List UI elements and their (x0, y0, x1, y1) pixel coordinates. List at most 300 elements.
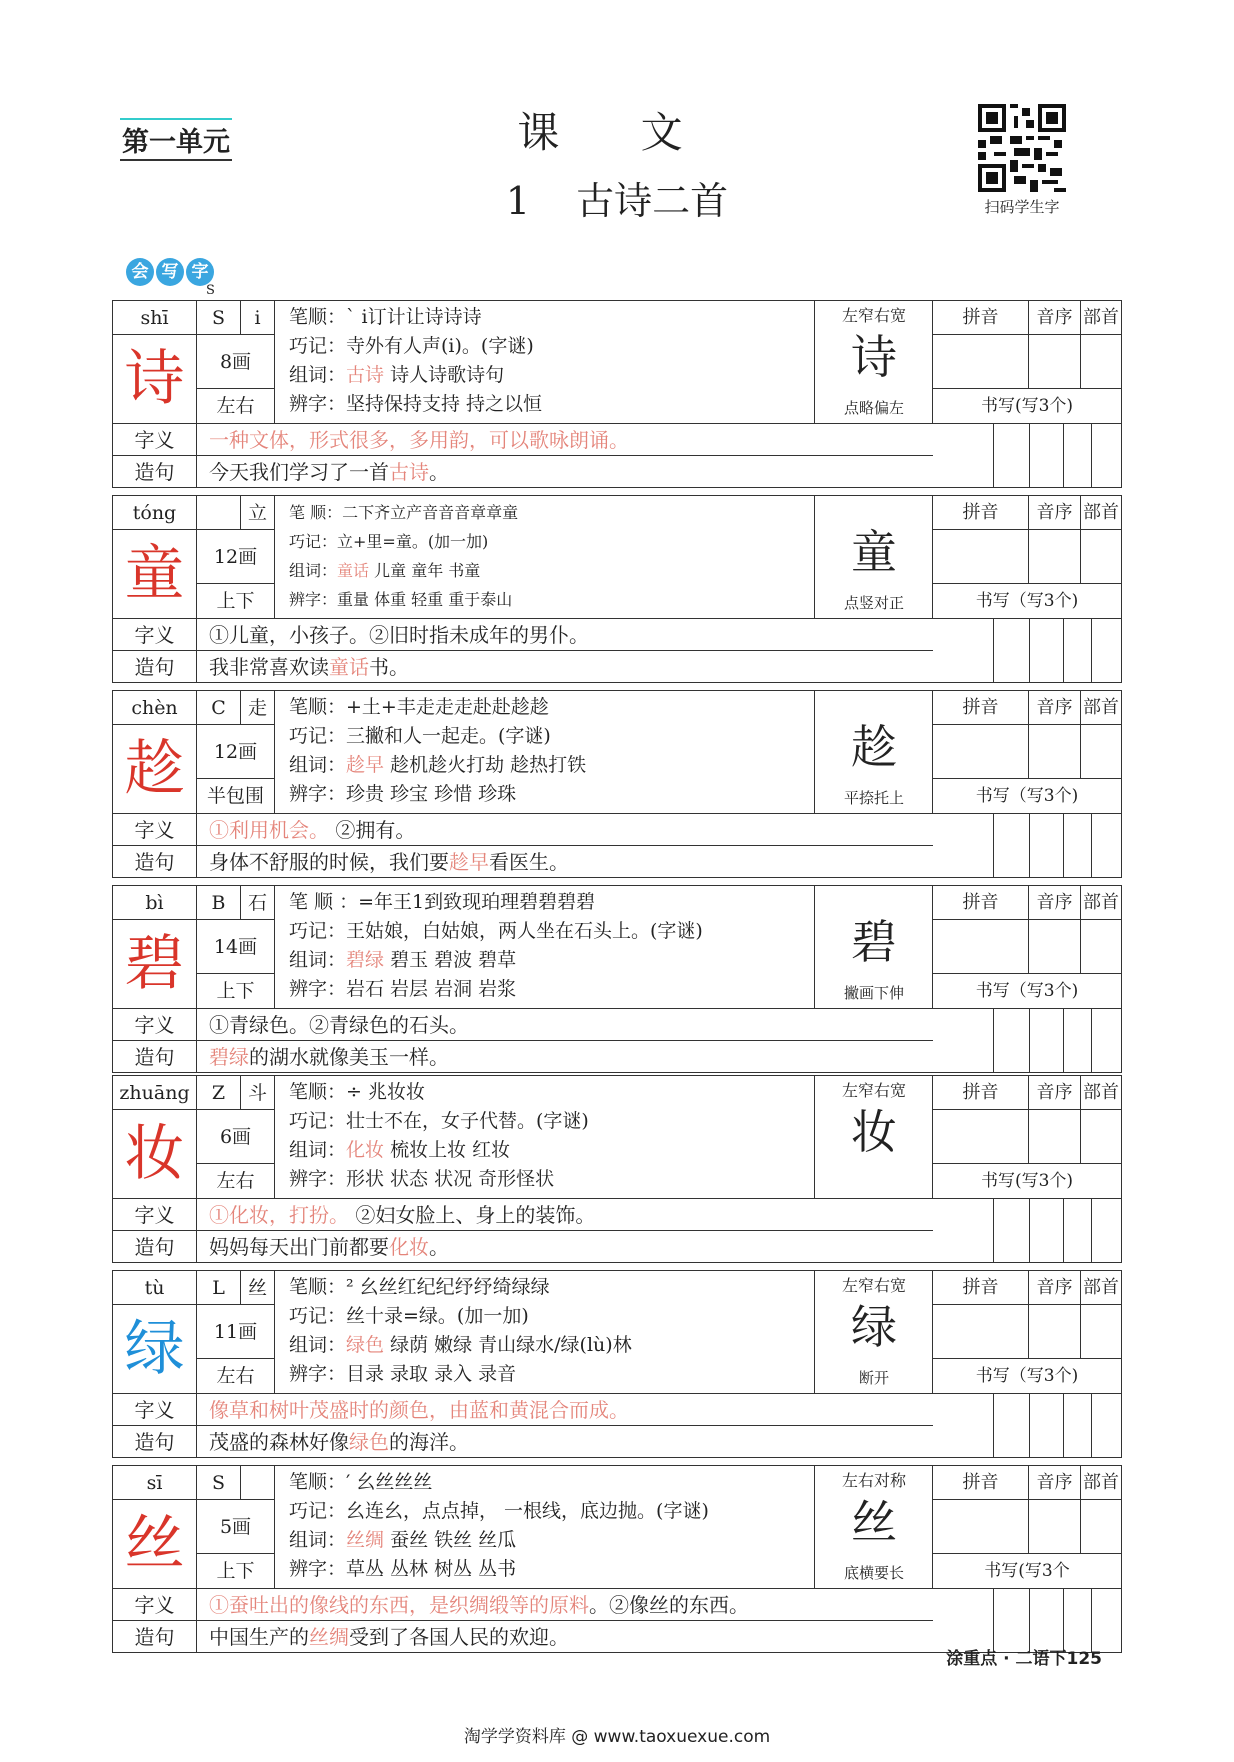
char-glyph: 诗 (113, 335, 197, 423)
similar-chars: 辨字：重量 体重 轻重 重于泰山 (289, 590, 513, 609)
radical-answer-box[interactable] (1081, 1500, 1121, 1554)
char-details (275, 886, 815, 1008)
write-label: 书写（写3个) (933, 974, 1121, 1009)
grid-line (1029, 1009, 1030, 1073)
word-group-highlight: 趁早 (346, 754, 385, 776)
char-structure: 左右 (197, 1164, 275, 1198)
sentence-text (209, 1041, 449, 1073)
radical-box-label: 部首 (1081, 301, 1121, 335)
pinyin-answer-box[interactable] (933, 1305, 1029, 1359)
pinyin-answer-box[interactable] (933, 1110, 1029, 1164)
meaning-row (113, 1588, 933, 1620)
meaning-label: 字义 (113, 1199, 197, 1231)
practice-grid[interactable] (933, 1076, 1121, 1198)
grid-line (993, 1199, 994, 1263)
sentence-rest: 受到了各国人民的欢迎。 (349, 1625, 569, 1649)
write-label: 书写(写3个 (933, 1554, 1121, 1589)
radical-box-label: 部首 (1081, 1076, 1121, 1110)
char-order-letter: L (197, 1271, 241, 1305)
sentence-text (209, 1231, 449, 1263)
char-stroke-count: 12画 (197, 725, 275, 779)
sentence-row (113, 1620, 933, 1652)
pinyin-box-label: 拼音 (933, 1271, 1029, 1305)
page-title: 课 文 (517, 108, 717, 157)
demo-char: 童 (851, 525, 897, 579)
demo-char: 诗 (851, 330, 897, 384)
radical-box-label: 部首 (1081, 691, 1121, 725)
char-radical: 走 (241, 691, 275, 725)
meaning-text (209, 619, 589, 651)
word-group-highlight: 化妆 (346, 1139, 385, 1161)
sentence-text (209, 1621, 569, 1653)
order-answer-box[interactable] (1029, 1110, 1081, 1164)
grid-line (1091, 1394, 1092, 1458)
grid-line (1063, 619, 1064, 683)
meaning-row (113, 618, 933, 650)
order-box-label: 音序 (1029, 1271, 1081, 1305)
sentence-row (113, 1040, 933, 1072)
grid-line (1091, 814, 1092, 878)
memory-tip: 巧记：王姑娘，白姑娘，两人坐在石头上。(字谜) (289, 920, 703, 942)
meaning-label: 字义 (113, 1394, 197, 1426)
sentence-label: 造句 (113, 1426, 197, 1458)
demo-char: 趁 (851, 720, 897, 774)
char-radical: i (241, 301, 275, 335)
char-structure: 上下 (197, 974, 275, 1008)
order-box-label: 音序 (1029, 496, 1081, 530)
qr-code-icon[interactable] (978, 104, 1066, 192)
char-details (275, 496, 815, 618)
similar-chars: 辨字：目录 录取 录入 录音 (289, 1363, 517, 1385)
char-pinyin: tóng (113, 496, 197, 530)
badge-char: 写 (156, 258, 184, 286)
qr-caption: 扫码学生字 (984, 198, 1060, 216)
order-box-label: 音序 (1029, 301, 1081, 335)
word-group-rest: 碧玉 碧波 碧草 (384, 949, 517, 971)
char-glyph: 丝 (113, 1500, 197, 1588)
meaning-row (113, 1198, 933, 1230)
demo-tip-top: 左窄右宽 (841, 1081, 906, 1100)
radical-answer-box[interactable] (1081, 335, 1121, 389)
grid-line (1063, 814, 1064, 878)
sentence-rest: 的海洋。 (389, 1430, 469, 1454)
char-details (275, 1466, 815, 1588)
radical-box-label: 部首 (1081, 1466, 1121, 1500)
radical-box-label: 部首 (1081, 1271, 1121, 1305)
memory-tip: 巧记：丝十录=绿。(加一加) (289, 1305, 529, 1327)
character-card (112, 885, 1122, 1073)
demo-char: 丝 (851, 1495, 897, 1549)
similar-chars: 辨字：珍贵 珍宝 珍惜 珍珠 (289, 783, 517, 805)
grid-line (993, 1394, 994, 1458)
char-radical (241, 1466, 275, 1500)
lesson-name: 古诗二首 (576, 179, 729, 223)
grid-line (1029, 1199, 1030, 1263)
demo-tip-top: 左窄右宽 (841, 306, 906, 325)
meaning-text (209, 424, 629, 456)
radical-answer-box[interactable] (1081, 1305, 1121, 1359)
meaning-text (209, 814, 415, 846)
similar-chars: 辨字：坚持保持支持 持之以恒 (289, 393, 543, 415)
char-order-letter: S (197, 301, 241, 335)
memory-tip: 巧记：寺外有人声(i)。(字谜) (289, 335, 534, 357)
meaning-label: 字义 (113, 619, 197, 651)
demo-tip-bottom: 点略偏左 (843, 399, 904, 417)
grid-line (1091, 1199, 1092, 1263)
order-answer-box[interactable] (1029, 1305, 1081, 1359)
pinyin-box-label: 拼音 (933, 496, 1029, 530)
char-pinyin: bì (113, 886, 197, 920)
practice-grid[interactable] (933, 691, 1121, 813)
pinyin-answer-box[interactable] (933, 920, 1029, 974)
word-group (289, 1331, 814, 1360)
order-answer-box[interactable] (1029, 530, 1081, 584)
meaning-pre: ①儿童，小孩子。②旧时指未成年的男仆。 (209, 623, 589, 647)
sentence-pre: 我非常喜欢读 (209, 655, 329, 679)
sentence-pre: 妈妈每天出门前都要 (209, 1235, 389, 1259)
similar-chars: 辨字：形状 状态 状况 奇形怪状 (289, 1168, 555, 1190)
word-group-label: 组词： (289, 561, 338, 580)
sentence-row (113, 1425, 933, 1457)
write-label: 书写（写3个) (933, 779, 1121, 814)
lesson-number: 1 (505, 179, 531, 223)
meaning-row (113, 423, 933, 455)
meaning-row (113, 1393, 933, 1425)
demo-tip-top: 左窄右宽 (841, 1276, 906, 1295)
char-radical: 立 (241, 496, 275, 530)
order-answer-box[interactable] (1029, 335, 1081, 389)
character-card (112, 1270, 1122, 1458)
order-box-label: 音序 (1029, 691, 1081, 725)
sentence-text (209, 651, 409, 683)
word-group-label: 组词： (289, 1334, 347, 1356)
meaning-rest: ②拥有。 (329, 818, 416, 842)
sentence-highlight: 绿色 (349, 1430, 389, 1454)
sentence-row (113, 1230, 933, 1262)
sentence-row (113, 845, 933, 877)
memory-tip: 巧记：三撇和人一起走。(字谜) (289, 725, 551, 747)
order-box-label: 音序 (1029, 1076, 1081, 1110)
sentence-highlight: 古诗 (389, 460, 429, 484)
meaning-row (113, 1008, 933, 1040)
meaning-text (209, 1394, 629, 1426)
practice-grid[interactable] (933, 886, 1121, 1008)
writing-demo (815, 1271, 933, 1393)
writing-demo (815, 301, 933, 423)
word-group (289, 946, 814, 975)
sentence-pre: 身体不舒服的时候，我们要 (209, 850, 449, 874)
grid-line (1029, 814, 1030, 878)
sentence-row (113, 455, 933, 487)
pinyin-answer-box[interactable] (933, 335, 1029, 389)
grid-line (1063, 1394, 1064, 1458)
sentence-pre: 今天我们学习了一首 (209, 460, 389, 484)
word-group (289, 1526, 814, 1555)
radical-answer-box[interactable] (1081, 1110, 1121, 1164)
meaning-highlight: ①化妆，打扮。 (209, 1203, 349, 1227)
char-structure: 上下 (197, 1554, 275, 1588)
meaning-text (209, 1589, 749, 1621)
sentence-highlight: 化妆 (389, 1235, 429, 1259)
meaning-highlight: ①蚕吐出的像线的东西，是织绸缎等的原料 (209, 1593, 589, 1617)
char-details (275, 691, 815, 813)
char-pinyin: chèn (113, 691, 197, 725)
word-group-rest: 趁机趁火打劫 趁热打铁 (384, 754, 587, 776)
demo-char: 碧 (851, 915, 897, 969)
writing-boxes[interactable] (933, 1008, 1121, 1072)
char-structure: 半包围 (197, 779, 275, 813)
word-group (289, 556, 814, 585)
practice-grid[interactable] (933, 1466, 1121, 1588)
word-group-highlight: 碧绿 (346, 949, 385, 971)
meaning-text (209, 1199, 595, 1231)
practice-grid[interactable] (933, 496, 1121, 618)
demo-tip-bottom: 平捺托上 (843, 789, 904, 807)
char-order-letter: Z (197, 1076, 241, 1110)
word-group (289, 751, 814, 780)
pinyin-box-label: 拼音 (933, 1466, 1029, 1500)
grid-line (1063, 1009, 1064, 1073)
sentence-pre: 中国生产的 (209, 1625, 309, 1649)
radical-box-label: 部首 (1081, 496, 1121, 530)
writing-demo (815, 1466, 933, 1588)
char-structure: 上下 (197, 584, 275, 618)
stroke-order: 笔顺：` i订计让诗诗诗 (289, 306, 482, 328)
write-label: 书写(写3个) (933, 389, 1121, 424)
order-answer-box[interactable] (1029, 920, 1081, 974)
stroke-order: 笔 顺 ：=年王1到致现珀理碧碧碧碧 (289, 891, 596, 913)
char-stroke-count: 5画 (197, 1500, 275, 1554)
pinyin-answer-box[interactable] (933, 530, 1029, 584)
char-stroke-count: 14画 (197, 920, 275, 974)
page-footer: 涂重点 · 二语下125 (946, 1649, 1102, 1669)
write-label: 书写(写3个) (933, 1164, 1121, 1199)
similar-chars: 辨字：草丛 丛林 树丛 丛书 (289, 1558, 517, 1580)
meaning-label: 字义 (113, 1009, 197, 1041)
pinyin-box-label: 拼音 (933, 691, 1029, 725)
writing-demo (815, 886, 933, 1008)
grid-line (1029, 1394, 1030, 1458)
sentence-pre: 茂盛的森林好像 (209, 1430, 349, 1454)
char-pinyin: tù (113, 1271, 197, 1305)
writing-boxes[interactable] (933, 1198, 1121, 1262)
stroke-order: 笔顺：² 幺丝红纪纪纾纾绮绿绿 (289, 1276, 550, 1298)
word-group-label: 组词： (289, 1529, 347, 1551)
word-group-highlight: 童话 (337, 561, 370, 580)
memory-tip: 巧记：幺连幺，点点掉， 一根线，底边抛。(字谜) (289, 1500, 709, 1522)
memory-tip: 巧记：立+里=童。(加一加) (289, 532, 489, 551)
char-radical: 斗 (241, 1076, 275, 1110)
radical-answer-box[interactable] (1081, 725, 1121, 779)
grid-line (1091, 1009, 1092, 1073)
sentence-row (113, 650, 933, 682)
char-order-letter: C (197, 691, 241, 725)
char-pinyin: sī (113, 1466, 197, 1500)
word-group-rest: 诗人诗歌诗句 (384, 364, 505, 386)
meaning-label: 字义 (113, 814, 197, 846)
word-group-label: 组词： (289, 754, 347, 776)
grid-line (993, 1009, 994, 1073)
pinyin-answer-box[interactable] (933, 725, 1029, 779)
grid-line (1029, 619, 1030, 683)
sentence-rest: 。 (429, 1235, 449, 1259)
character-card (112, 300, 1122, 488)
grid-line (1063, 1199, 1064, 1263)
badge-s-mark: S (206, 283, 215, 298)
write-label: 书写（写3个) (933, 1359, 1121, 1394)
char-details (275, 1076, 815, 1198)
sentence-highlight: 趁早 (449, 850, 489, 874)
writing-boxes[interactable] (933, 423, 1121, 487)
writing-boxes[interactable] (933, 1588, 1121, 1652)
char-radical: 丝 (241, 1271, 275, 1305)
word-group-rest: 梳妆上妆 红妆 (384, 1139, 511, 1161)
grid-line (1091, 619, 1092, 683)
stroke-order: 笔顺：+土+丰走走走赴赴趁趁 (289, 696, 549, 718)
sentence-label: 造句 (113, 456, 197, 488)
char-details (275, 1271, 815, 1393)
radical-answer-box[interactable] (1081, 530, 1121, 584)
pinyin-answer-box[interactable] (933, 1500, 1029, 1554)
meaning-label: 字义 (113, 424, 197, 456)
meaning-highlight: 一种文体，形式很多，多用韵，可以歌咏朗诵。 (209, 428, 629, 452)
char-glyph: 碧 (113, 920, 197, 1008)
stroke-order: 笔 顺：二下齐立产音音音章章童 (289, 503, 519, 522)
char-stroke-count: 12画 (197, 530, 275, 584)
practice-grid[interactable] (933, 301, 1121, 423)
meaning-rest: ②妇女脸上、身上的装饰。 (349, 1203, 596, 1227)
stroke-order: 笔顺：′ 幺丝丝丝 (289, 1471, 433, 1493)
sentence-label: 造句 (113, 1621, 197, 1653)
pinyin-box-label: 拼音 (933, 1076, 1029, 1110)
memory-tip: 巧记：壮士不在，女子代替。(字谜) (289, 1110, 589, 1132)
sentence-text (209, 1426, 469, 1458)
char-glyph: 妆 (113, 1110, 197, 1198)
char-structure: 左右 (197, 389, 275, 423)
word-group-rest: 绿荫 嫩绿 青山绿水/绿(lù)林 (384, 1334, 632, 1356)
radical-answer-box[interactable] (1081, 920, 1121, 974)
meaning-highlight: ①利用机会。 (209, 818, 329, 842)
grid-line (993, 814, 994, 878)
order-box-label: 音序 (1029, 886, 1081, 920)
char-structure: 左右 (197, 1359, 275, 1393)
sentence-rest: 看医生。 (489, 850, 569, 874)
demo-tip-bottom: 断开 (858, 1369, 889, 1387)
demo-char: 绿 (851, 1300, 897, 1354)
char-order-letter (197, 496, 241, 530)
sentence-highlight: 碧绿 (209, 1045, 249, 1069)
meaning-text (209, 1009, 469, 1041)
demo-tip-bottom: 底横要长 (843, 1564, 904, 1582)
word-group-label: 组词： (289, 1139, 347, 1161)
similar-chars: 辨字：岩石 岩层 岩洞 岩浆 (289, 978, 517, 1000)
char-pinyin: shī (113, 301, 197, 335)
sentence-text (209, 456, 449, 488)
badge-char: 字 (186, 258, 214, 286)
demo-char: 妆 (851, 1105, 897, 1159)
grid-line (993, 619, 994, 683)
demo-tip-top: 左右对称 (841, 1471, 906, 1490)
grid-line (993, 424, 994, 488)
word-group-highlight: 古诗 (346, 364, 385, 386)
writing-demo (815, 496, 933, 618)
char-stroke-count: 11画 (197, 1305, 275, 1359)
grid-line (1063, 424, 1064, 488)
meaning-highlight: 像草和树叶茂盛时的颜色，由蓝和黄混合而成。 (209, 1398, 629, 1422)
stroke-order: 笔顺：÷ 兆妆妆 (289, 1081, 425, 1103)
word-group-highlight: 绿色 (346, 1334, 385, 1356)
meaning-pre: ①青绿色。②青绿色的石头。 (209, 1013, 469, 1037)
meaning-row (113, 813, 933, 845)
writing-boxes[interactable] (933, 813, 1121, 877)
sentence-rest: 的湖水就像美玉一样。 (249, 1045, 449, 1069)
radical-box-label: 部首 (1081, 886, 1121, 920)
sentence-text (209, 846, 569, 878)
writing-demo (815, 691, 933, 813)
sentence-label: 造句 (113, 846, 197, 878)
char-glyph: 趁 (113, 725, 197, 813)
sentence-highlight: 童话 (329, 655, 369, 679)
character-card (112, 495, 1122, 683)
char-details (275, 301, 815, 423)
character-card (112, 690, 1122, 878)
word-group (289, 361, 814, 390)
char-stroke-count: 6画 (197, 1110, 275, 1164)
demo-tip-bottom: 点竖对正 (843, 594, 904, 612)
watermark: 淘学学资料库 @ www.taoxuexue.com (463, 1727, 771, 1747)
writing-boxes[interactable] (933, 1393, 1121, 1457)
meaning-label: 字义 (113, 1589, 197, 1621)
word-group-label: 组词： (289, 949, 347, 971)
word-group-rest: 蚕丝 铁丝 丝瓜 (384, 1529, 517, 1551)
order-box-label: 音序 (1029, 1466, 1081, 1500)
sentence-rest: 。 (429, 460, 449, 484)
sentence-label: 造句 (113, 1041, 197, 1073)
word-group-label: 组词： (289, 364, 347, 386)
word-group (289, 1136, 814, 1165)
word-group-rest: 儿童 童年 书童 (369, 561, 481, 580)
meaning-rest: 。②像丝的东西。 (589, 1593, 749, 1617)
unit-label: 第一单元 (120, 118, 232, 161)
write-characters-badge (126, 258, 214, 288)
demo-tip-bottom: 撇画下伸 (843, 984, 904, 1002)
order-answer-box[interactable] (1029, 725, 1081, 779)
character-card (112, 1075, 1122, 1263)
sentence-label: 造句 (113, 1231, 197, 1263)
word-group-highlight: 丝绸 (346, 1529, 385, 1551)
char-glyph: 绿 (113, 1305, 197, 1393)
grid-line (1091, 424, 1092, 488)
write-label: 书写（写3个) (933, 584, 1121, 619)
char-order-letter: B (197, 886, 241, 920)
char-glyph: 童 (113, 530, 197, 618)
character-card (112, 1465, 1122, 1653)
grid-line (1029, 424, 1030, 488)
writing-demo (815, 1076, 933, 1198)
pinyin-box-label: 拼音 (933, 301, 1029, 335)
order-answer-box[interactable] (1029, 1500, 1081, 1554)
sentence-rest: 书。 (369, 655, 409, 679)
badge-char: 会 (126, 258, 154, 286)
char-radical: 石 (241, 886, 275, 920)
pinyin-box-label: 拼音 (933, 886, 1029, 920)
char-order-letter: S (197, 1466, 241, 1500)
sentence-label: 造句 (113, 651, 197, 683)
sentence-highlight: 丝绸 (309, 1625, 349, 1649)
practice-grid[interactable] (933, 1271, 1121, 1393)
writing-boxes[interactable] (933, 618, 1121, 682)
char-stroke-count: 8画 (197, 335, 275, 389)
